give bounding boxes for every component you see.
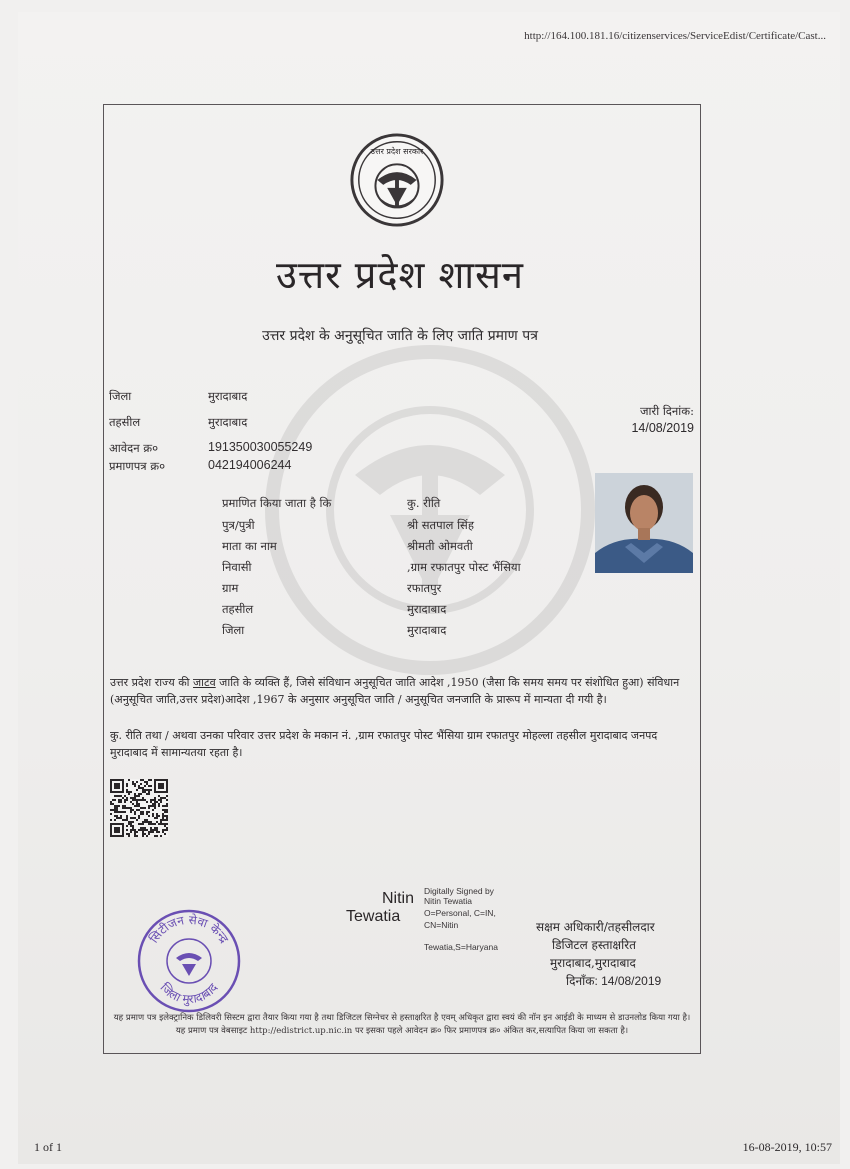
residence-statement: कु. रीति तथा / अथवा उनका परिवार उत्तर प्रदेश के मकान नं. ,ग्राम रफातपुर पोस्ट भैंसिया ग्राम रफातपुर मोहल्ला तहसील मुरादाबाद जनपद मुरादाबाद में सामान्यतया रहता है।: [110, 729, 658, 759]
certificate-subtitle: उत्तर प्रदेश के अनुसूचित जाति के लिए जाति प्रमाण पत्र: [262, 328, 538, 344]
detail-value: ,ग्राम रफातपुर पोस्ट भैंसिया: [407, 560, 521, 574]
district-value: मुरादाबाद: [208, 389, 248, 403]
issuing-officer: [536, 918, 661, 990]
signer-text: Nitin Tewatia: [424, 896, 473, 906]
detail-label: निवासी: [222, 560, 252, 574]
detail-value: रफातपुर: [407, 581, 442, 595]
detail-label: माता का नाम: [222, 539, 277, 553]
certificate-no-value: 042194006244: [208, 458, 292, 472]
detail-value: मुरादाबाद: [407, 602, 447, 616]
detail-value: श्रीमती ओमवती: [407, 539, 473, 553]
signature-dn-line: CN=Nitin: [424, 920, 459, 930]
application-no-value: 191350030055249: [208, 440, 313, 454]
officer-title: सक्षम अधिकारी/तहसीलदार: [536, 920, 655, 934]
citizen-service-center-seal: [134, 906, 244, 1016]
caste-statement: [110, 674, 694, 708]
tehsil-value: मुरादाबाद: [208, 415, 248, 429]
issue-date-label: जारी दिनांक:: [639, 404, 694, 418]
caste-name: जाटव: [193, 676, 216, 689]
svg-text:सिटीजन सेवा केन्द्र: [147, 913, 232, 946]
applicant-photo: [595, 473, 693, 573]
detail-label: तहसील: [222, 602, 254, 616]
emblem-text: उत्तर प्रदेश सरकार: [370, 147, 424, 156]
signature-dn-line: O=Personal, C=IN,: [424, 908, 496, 918]
verification-note: यह प्रमाण पत्र इलेक्ट्रानिक डिलिवरी सिस्टम द्वारा तैयार किया गया है तथा डिजिटल सिग्नेचर से हस्ताक्षरित है एवम् अधिकृत द्वारा स्वयं की नॉन इन आईडी के माध्यम से डाउनलोड किया गया है। यह प्रमाण पत्र वेबसाइट http://edistrict.up.nic.in पर इसका पहले आवेदन क्र० फिर प्रमाणपत्र क्र० अंकित कर,सत्यापित किया जा सकता है।: [113, 1013, 691, 1036]
detail-value: मुरादाबाद: [407, 623, 447, 637]
issue-date-value: 14/08/2019: [631, 421, 694, 435]
print-timestamp: 16-08-2019, 10:57: [742, 1140, 832, 1154]
officer-signed: डिजिटल हस्ताक्षरित: [552, 938, 636, 952]
certificate-no-label: प्रमाणपत्र क्र०: [109, 459, 166, 473]
certificate-title: उत्तर प्रदेश शासन: [276, 253, 524, 297]
detail-value: कु. रीति: [407, 496, 441, 510]
detail-label: ग्राम: [222, 581, 239, 595]
officer-location: मुरादाबाद,मुरादाबाद: [550, 956, 636, 970]
detail-value: श्री सतपाल सिंह: [407, 518, 474, 532]
district-label: जिला: [109, 389, 132, 403]
signer-last-name: Tewatia: [346, 908, 401, 925]
page-number: 1 of 1: [34, 1140, 62, 1154]
officer-date: दिनाँक: 14/08/2019: [566, 974, 662, 988]
signature-dn-line: Tewatia,S=Haryana: [424, 942, 498, 952]
tehsil-label: तहसील: [109, 415, 141, 429]
detail-label: पुत्र/पुत्री: [222, 518, 255, 532]
detail-label: प्रमाणित किया जाता है कि: [222, 496, 332, 510]
caste-statement-part: उत्तर प्रदेश राज्य की: [110, 676, 194, 689]
qr-code: [110, 779, 168, 837]
seal-top-text: सिटीजन सेवा केन्द्र: [146, 912, 232, 946]
seal-bottom-text: जिला मुरादाबाद: [157, 980, 221, 1007]
digital-signature: [346, 884, 516, 954]
application-no-label: आवेदन क्र०: [109, 441, 159, 455]
detail-label: जिला: [222, 623, 245, 637]
caste-statement-part: जाति के व्यक्ति हैं, जिसे संविधान अनुसूचित जाति आदेश ,1950 (जैसा कि समय समय पर संशोधित हुआ) संविधान (अनुसूचित जाति,उत्तर प्रदेश)आदेश ,1967 के अनुसार अनुसूचित जाति / अनुसूचित जनजाति के प्रारूप में मान्यता दी गयी है।: [110, 676, 680, 706]
page-url: http://164.100.181.16/citizenservices/ServiceEdist/Certificate/Cast...: [524, 30, 826, 42]
signed-by-text: Digitally Signed by: [424, 886, 494, 896]
svg-text:जिला मुरादाबाद: [157, 980, 220, 1007]
signer-first-name: Nitin: [382, 890, 415, 907]
